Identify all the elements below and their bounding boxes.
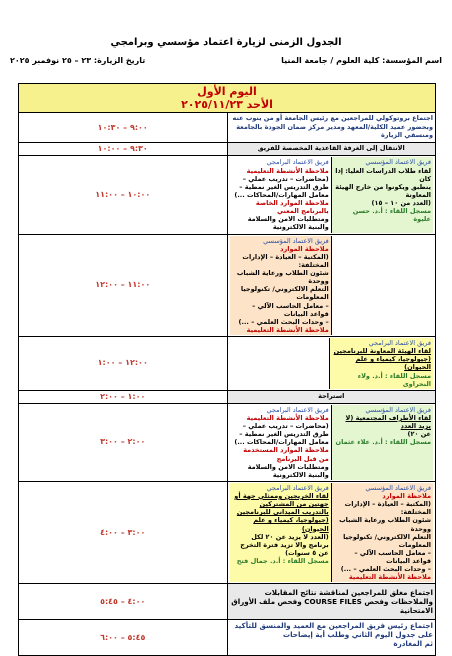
resources-title: ملاحظة الموارد — [382, 492, 431, 500]
day-header-row — [19, 84, 436, 113]
activity-cell: اجتماع بروتوكولي للمراجعين مع رئيس الجامعة أو من ينوب عنه وبحضور عميد الكلية/المعهد ومدير مركز ضمان الجودة بالجامعة ومنسقي الزيارة — [227, 113, 436, 143]
resource-item: – معامل الحاسب الآلي – قواعد البيانات — [252, 301, 329, 318]
resource-item: شئون الطلاب ورعاية الشباب ووحدة — [339, 516, 431, 533]
empty-block — [230, 338, 329, 389]
time-cell: ١٠:٠٠ – ١١:٠٠ — [19, 156, 228, 234]
day-name: اليوم الأول — [197, 85, 257, 98]
time-cell: ١١:٠٠ – ١٢:٠٠ — [19, 234, 228, 337]
resources-title: ملاحظة الموارد — [280, 244, 329, 253]
institutional-team-block — [331, 405, 433, 480]
resource-item: (المكتبة – العيادة – الإدارات المختلفة: — [344, 500, 431, 517]
day-date: الأحد ٢٠٢٥/١١/٢٣ — [181, 98, 273, 112]
time-cell: ٩:٣٠ – ١٠:٠٠ — [19, 143, 228, 156]
time-cell: ٤:٠٠ – ٥:٤٥ — [19, 584, 228, 620]
time-cell: ١:٠٠ – ٢:٠٠ — [19, 390, 228, 403]
team-label: فريق الاعتماد المؤسسي — [263, 236, 329, 245]
activity-cell — [227, 337, 436, 391]
departure-text: ثم المغادرة — [393, 639, 433, 649]
resources-note: ملاحظة الموارد المستخدمة من قبل البرنامج — [243, 446, 329, 463]
break-cell: استراحة — [227, 390, 436, 403]
schedule-table — [18, 83, 436, 656]
resource-item: التعلم الالكتروني/ تكنولوجيا المعلومات — [343, 532, 431, 549]
two-team-row — [230, 483, 434, 583]
two-team-row — [230, 405, 434, 480]
team-label: فريق الاعتماد المؤسسي — [365, 483, 431, 492]
meeting-recorder: مسجل اللقاء : أ.د. علاء عثمان — [335, 438, 431, 447]
time-cell: ٢:٠٠ – ٣:٠٠ — [19, 403, 228, 481]
activity-cell — [227, 234, 436, 337]
meeting-title: لقاء الأطراف المجتمعية (لا يزيد العدد — [345, 413, 431, 430]
table-row — [19, 584, 436, 620]
resource-item: – وحدات البحث العلمي – ...) — [340, 565, 431, 574]
time-cell: ٥:٤٥ – ٦:٠٠ — [19, 620, 228, 656]
meeting-title: لقاء الهيئة المعاونة للبرنامجين (جيولوجيا، كيمياء و علم الحيوان) — [333, 347, 431, 372]
two-team-row — [230, 236, 434, 336]
institutional-team-block — [230, 236, 332, 336]
activity-detail: (محاضرات – تدريب عملي – طرق التدريس الغير نمطية – معامل المهارات/المحاكات ...) — [234, 174, 329, 199]
resource-item: – معامل الحاسب الآلي – قواعد البيانات — [354, 548, 431, 565]
table-row — [19, 620, 436, 656]
team-label: فريق الاعتماد البرامجي — [266, 483, 329, 492]
program-team-block — [329, 338, 433, 389]
activity-cell — [227, 403, 436, 481]
activity-title: ملاحظة الأنشطة التعليمية — [246, 413, 329, 422]
resource-item: التعلم الالكتروني/ تكنولوجيا المعلومات — [240, 285, 329, 302]
visit-date: تاريخ الزيارة: ٢٣ – ٢٥ نوفمبر ٢٠٢٥ — [10, 56, 146, 65]
resource-item: – وحدات البحث العلمي – ...) — [238, 317, 329, 326]
table-row — [19, 156, 436, 234]
activities-note: ملاحظة الأنشطة التعليمية — [348, 573, 431, 582]
program-team-block — [230, 483, 331, 583]
activity-title: ملاحظة الأنشطة التعليمية — [246, 166, 329, 175]
safety-note: ومتطلبات الامن والسلامة والبنية الالكترونية — [247, 215, 329, 232]
institution-name: اسم المؤسسة: كلية العلوم / جامعة المنيا — [281, 56, 442, 65]
two-team-row — [230, 157, 434, 232]
time-cell: ٣:٠٠ – ٤:٠٠ — [19, 481, 228, 584]
two-team-row — [230, 338, 434, 389]
program-team-block — [230, 405, 331, 480]
team-label: فريق الاعتماد البرامجي — [266, 405, 329, 414]
meeting-recorder: مسجل اللقاء : أ.د. حسن عليوة — [352, 207, 431, 224]
team-label: فريق الاعتماد البرامجي — [368, 339, 431, 347]
activity-detail: (محاضرات – تدريب عملي – طرق التدريس الغير نمطية – معامل المهارات/المحاكات ...) — [234, 422, 329, 447]
activity-cell — [227, 481, 436, 584]
page-title: الجدول الزمنى لزيارة اعتماد مؤسسي وبرامجي — [110, 37, 342, 48]
table-row — [19, 403, 436, 481]
day-header — [19, 84, 436, 113]
meeting-recorder: مسجل اللقاء : أ.د. ولاء النحراوى — [357, 371, 431, 388]
meeting-detail: عن ٢٠) — [407, 430, 431, 439]
activity-cell — [227, 156, 436, 234]
resource-item: (المكتبة – العيادة – الإدارات المختلفة: — [242, 252, 329, 269]
safety-note: ومتطلبات الامن والسلامة والبنية الالكترونية — [247, 462, 329, 479]
table-row — [19, 481, 436, 584]
team-label: فريق الاعتماد البرامجي — [266, 158, 329, 167]
table-row — [19, 337, 436, 391]
activity-cell: اجتماع مغلق للمراجعين لمناقشة نتائج المقابلات والملاحظات وفحص COURSE FILES وفحص ملف الأوراق الامتحانية — [227, 584, 436, 620]
meeting-title: لقاء الخريجين وممثلي جهة أو جهتين من المشتركين بالتدريب الميداني للبرنامجين (جيولوجيا، كيمياء و علم الحيوان) — [234, 492, 329, 533]
meeting-detail: (العدد لا يزيد عن ٢٠ لكل برنامج والا تزيد فترة التخرج عن ٥ سنوات) — [240, 532, 329, 557]
empty-block — [332, 236, 433, 336]
table-row — [19, 390, 436, 403]
time-cell: ١٢:٠٠ – ١:٠٠ — [19, 337, 228, 391]
meeting-recorder: مسجل اللقاء : أ.د. جمال فتح — [236, 557, 329, 565]
activity-cell — [227, 620, 436, 656]
table-row — [19, 143, 436, 156]
institutional-team-block — [331, 157, 433, 232]
closing-meeting-text: اجتماع رئيس فريق المراجعين مع العميد والمنسق للتأكيد على جدول اليوم الثاني وطلب أية إيضاحات — [234, 621, 433, 640]
resource-item: شئون الطلاب ورعاية الشباب ووحدة — [236, 269, 329, 286]
team-label: فريق الاعتماد المؤسسي — [365, 405, 431, 414]
table-row — [19, 113, 436, 143]
institutional-team-block — [331, 483, 433, 583]
activities-note: ملاحظة الأنشطة التعليمية — [246, 325, 329, 334]
team-label: فريق الاعتماد المؤسسي — [365, 158, 431, 167]
resources-note: ملاحظة الموارد الخاصة بالبرنامج المعني — [255, 199, 329, 216]
program-team-block — [230, 157, 331, 232]
meeting-detail: ينطبق ويكونوا من خارج الهيئة المعاونة — [335, 182, 431, 199]
time-cell: ٩:٠٠ – ١٠:٣٠ — [19, 113, 228, 143]
meeting-count: (العدد من ١٠ – ١٥) — [371, 199, 431, 207]
table-row — [19, 234, 436, 337]
meeting-title: لقاء طلاب الدراسات العليا: إذا كان — [335, 166, 431, 183]
activity-cell: الانتقال إلى الغرفة القاعدية المخصصة للفريق — [227, 143, 436, 156]
